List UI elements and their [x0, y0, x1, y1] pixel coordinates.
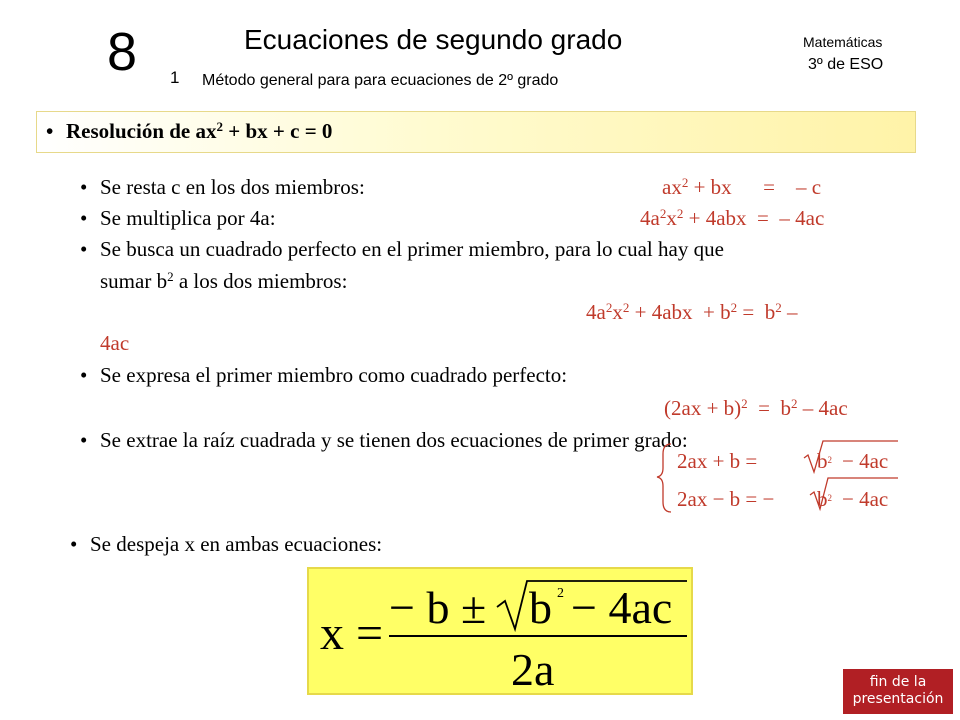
eq-term: 4a	[586, 300, 606, 324]
eq-term: + 4abx + b	[629, 300, 731, 324]
step-2	[80, 206, 276, 230]
formula-denominator: 2a	[511, 644, 555, 695]
step-2-equation	[640, 206, 824, 230]
radicand: b	[817, 487, 828, 511]
course-label: 3º de ESO	[808, 56, 884, 73]
system-eq-1-lhs: 2ax + b =	[677, 449, 758, 473]
eq-term: + 4abx = – 4ac	[683, 206, 825, 230]
page-subtitle: Método general para para ecuaciones de 2º grado	[202, 72, 559, 89]
step-3-equation	[586, 300, 798, 324]
formula-lhs: x =	[320, 607, 384, 660]
eq-term: ax	[662, 175, 682, 199]
system-eq-2-lhs: 2ax − b = −	[677, 487, 775, 511]
formula-radicand: b	[529, 582, 552, 633]
step-4-equation	[664, 396, 848, 420]
exponent: 2	[775, 299, 782, 315]
formula-numerator: − b ±	[389, 582, 487, 633]
bullet: •	[46, 119, 54, 143]
section-title-text: Resolución de ax	[66, 119, 217, 143]
end-button-label-1: fin de la	[869, 674, 927, 690]
step-4	[80, 363, 567, 387]
exponent: 2	[741, 395, 748, 411]
left-brace	[657, 444, 671, 512]
end-button-label-2: presentación	[852, 691, 944, 707]
bullet: •	[80, 206, 88, 230]
exponent: 2	[791, 395, 798, 411]
step-6	[70, 532, 382, 556]
chapter-subnumber: 1	[170, 68, 180, 87]
bullet: •	[70, 532, 78, 556]
section-title	[46, 119, 332, 144]
exponent: 2	[622, 299, 630, 315]
exponent: 2	[827, 455, 832, 466]
formula-radicand-rest: − 4ac	[571, 582, 673, 633]
exponent: 2	[676, 205, 684, 221]
eq-term: x	[666, 206, 677, 230]
eq-term: 4a	[640, 206, 660, 230]
subject-label: Matemáticas	[803, 34, 883, 50]
system-eq-1-rest: − 4ac	[842, 449, 889, 473]
eq-term: = b	[737, 300, 776, 324]
exponent: 2	[730, 299, 738, 315]
system-eq-2-rad	[817, 487, 832, 511]
chapter-number: 8	[107, 22, 138, 82]
exponent: 2	[216, 118, 224, 134]
section-title-text-end: + bx + c = 0	[223, 119, 333, 143]
end-presentation-button[interactable]	[843, 669, 953, 714]
eq-term: – 4ac	[797, 396, 848, 420]
page-title: Ecuaciones de segundo grado	[244, 24, 623, 55]
exponent: 2	[167, 268, 174, 284]
bullet: •	[80, 237, 88, 261]
exponent: 2	[681, 174, 689, 190]
step-3-text-2: sumar b	[100, 269, 168, 293]
bullet: •	[80, 428, 88, 452]
step-5-text: Se extrae la raíz cuadrada y se tienen dos ecuaciones de primer grado:	[100, 428, 688, 452]
radicand: b	[817, 449, 828, 473]
step-3-equation-wrap: 4ac	[100, 331, 130, 355]
bullet: •	[80, 175, 88, 199]
step-3-text: Se busca un cuadrado perfecto en el primer miembro, para lo cual hay que	[100, 237, 724, 261]
step-3-text-3: a los dos miembros:	[173, 269, 348, 293]
quadratic-formula	[307, 567, 693, 695]
eq-term: x	[612, 300, 623, 324]
bullet: •	[80, 363, 88, 387]
step-4-text: Se expresa el primer miembro como cuadrado perfecto:	[100, 363, 568, 387]
step-3	[80, 237, 724, 261]
eq-term: –	[781, 300, 798, 324]
step-6-text: Se despeja x en ambas ecuaciones:	[90, 532, 383, 556]
exponent: 2	[827, 493, 832, 504]
exponent: 2	[605, 299, 613, 315]
exponent: 2	[659, 205, 667, 221]
step-5	[80, 428, 688, 452]
system-eq-2-rest: − 4ac	[842, 487, 889, 511]
step-1	[80, 175, 365, 199]
eq-term: (2ax + b)	[664, 396, 742, 420]
step-3-continued	[100, 269, 347, 293]
system-eq-1-rad	[817, 449, 832, 473]
eq-term: + bx = – c	[688, 175, 822, 199]
step-1-text: Se resta c en los dos miembros:	[100, 175, 365, 199]
exponent: 2	[557, 586, 564, 601]
eq-term: = b	[747, 396, 792, 420]
step-1-equation	[662, 175, 821, 199]
step-2-text: Se multiplica por 4a:	[100, 206, 276, 230]
